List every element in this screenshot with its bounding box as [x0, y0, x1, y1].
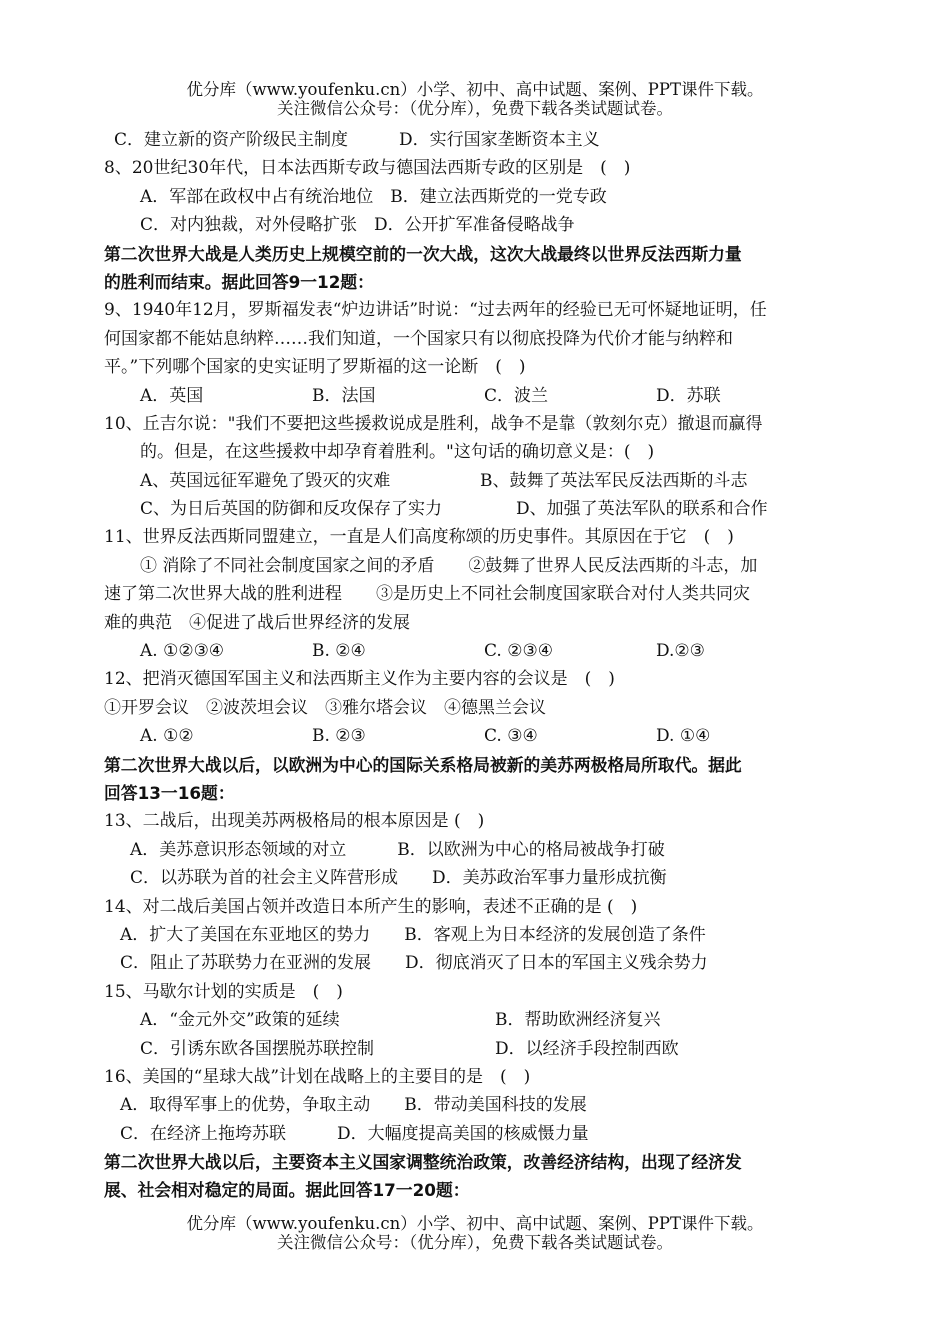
- q12-option-c: C. ③④: [484, 726, 538, 747]
- q12-stem: 12、把消灭德国军国主义和法西斯主义作为主要内容的会议是 ( ): [104, 669, 615, 690]
- q9-option-a: A．英国: [140, 385, 204, 406]
- q9-option-b: B．法国: [312, 385, 376, 406]
- q11-stem-line1: 11、世界反法西斯同盟建立，一直是人们高度称颂的历史事件。其原因在于它 ( ): [104, 527, 734, 548]
- q16-options-cd: C．在经济上拖垮苏联 D．大幅度提高美国的核威慑力量: [120, 1123, 589, 1144]
- q11-option-c: C. ②③④: [484, 641, 553, 662]
- section-heading-capitalism: 第二次世界大战以后，主要资本主义国家调整统治政策，改善经济结构，出现了经济发: [104, 1152, 742, 1173]
- q10-option-a: A、英国远征军避免了毁灭的灾难: [140, 470, 391, 491]
- header-line-2: 关注微信公众号：（优分库），免费下载各类试题试卷。: [277, 99, 673, 118]
- q11-stem-line3: 速了第二次世界大战的胜利进程 ③是历史上不同社会制度国家联合对付人类共同灾: [104, 584, 750, 605]
- q15-stem: 15、马歇尔计划的实质是 ( ): [104, 981, 343, 1002]
- q11-options: [104, 637, 850, 665]
- q9-option-d: D．苏联: [656, 385, 721, 406]
- q15-options-cd: [104, 1035, 850, 1063]
- document-body: [104, 126, 850, 1205]
- footer-line-2: 关注微信公众号：（优分库），免费下载各类试题试卷。: [277, 1233, 673, 1252]
- q9-stem-line3: 平。”下列哪个国家的史实证明了罗斯福的这一论断 ( ): [104, 357, 526, 378]
- q9-options: [104, 382, 850, 410]
- q12-options: [104, 722, 850, 750]
- q15-option-d: D．以经济手段控制西欧: [495, 1038, 679, 1059]
- section-heading-wwii-cont: 的胜利而结束。据此回答9一12题：: [104, 271, 374, 292]
- q10-option-b: B、鼓舞了英法军民反法西斯的斗志: [480, 470, 748, 491]
- q11-option-a: A. ①②③④: [140, 641, 225, 662]
- q13-options-ab: A．美苏意识形态领域的对立 B．以欧洲为中心的格局被战争打破: [130, 839, 665, 860]
- footer-line-1: 优分库（www.youfenku.cn）小学、初中、高中试题、案例、PPT课件下载。: [186, 1214, 764, 1233]
- q10-options-ab: [104, 467, 850, 495]
- q10-option-d: D、加强了英法军队的联系和合作: [516, 499, 768, 520]
- q12-option-d: D. ①④: [656, 726, 711, 747]
- page-footer: [0, 1214, 950, 1252]
- q14-options-cd: C．阻止了苏联势力在亚洲的发展 D．彻底消灭了日本的军国主义残余势力: [120, 953, 708, 974]
- q12-option-b: B. ②③: [312, 726, 366, 747]
- q9-stem-line1: 9、1940年12月，罗斯福发表“炉边讲话”时说：“过去两年的经验已无可怀疑地证明，任: [104, 300, 767, 321]
- section-heading-bipolar-cont: 回答13一16题：: [104, 782, 235, 803]
- q16-options-ab: A．取得军事上的优势，争取主动 B．带动美国科技的发展: [120, 1095, 587, 1116]
- q8-stem: 8、20世纪30年代，日本法西斯专政与德国法西斯专政的区别是 ( ): [104, 158, 631, 179]
- q10-stem-line2: 的。但是，在这些援救中却孕育着胜利。"这句话的确切意义是：( ): [140, 442, 655, 463]
- header-line-1: 优分库（www.youfenku.cn）小学、初中、高中试题、案例、PPT课件下载。: [186, 80, 764, 99]
- page-header: [0, 80, 950, 118]
- q7-options-cd: C．建立新的资产阶级民主制度 D．实行国家垄断资本主义: [114, 130, 600, 150]
- q10-option-c: C、为日后英国的防御和反攻保存了实力: [140, 499, 443, 520]
- q10-options-cd: [104, 495, 850, 523]
- section-heading-wwii: 第二次世界大战是人类历史上规模空前的一次大战，这次大战最终以世界反法西斯力量: [104, 243, 742, 264]
- q8-options-cd: C．对内独裁，对外侵略扩张 D．公开扩军准备侵略战争: [140, 215, 575, 236]
- q11-option-d: D.②③: [656, 641, 705, 662]
- q14-stem: 14、对二战后美国占领并改造日本所产生的影响，表述不正确的是 ( ): [104, 896, 638, 917]
- q15-option-c: C．引诱东欧各国摆脱苏联控制: [140, 1038, 375, 1059]
- q11-stem-line2: ① 消除了不同社会制度国家之间的矛盾 ②鼓舞了世界人民反法西斯的斗志，加: [140, 555, 758, 576]
- q12-option-a: A. ①②: [140, 726, 194, 747]
- q15-option-a: A．“金元外交”政策的延续: [140, 1010, 340, 1031]
- q15-options-ab: [104, 1006, 850, 1034]
- section-heading-capitalism-cont: 展、社会相对稳定的局面。据此回答17一20题：: [104, 1180, 470, 1201]
- q9-stem-line2: 何国家都不能姑息纳粹……我们知道，一个国家只有以彻底投降为代价才能与纳粹和: [104, 328, 733, 349]
- q10-stem-line1: 10、丘吉尔说："我们不要把这些援救说成是胜利，战争不是靠（敦刻尔克）撤退而赢得: [104, 413, 763, 434]
- q11-option-b: B. ②④: [312, 641, 366, 662]
- q13-stem: 13、二战后，出现美苏两极格局的根本原因是 ( ): [104, 811, 485, 832]
- q13-options-cd: C．以苏联为首的社会主义阵营形成 D．美苏政治军事力量形成抗衡: [130, 868, 667, 889]
- q12-items: ①开罗会议 ②波茨坦会议 ③雅尔塔会议 ④德黑兰会议: [104, 697, 546, 718]
- q15-option-b: B．帮助欧洲经济复兴: [495, 1010, 661, 1031]
- q16-stem: 16、美国的“星球大战”计划在战略上的主要目的是 ( ): [104, 1066, 531, 1087]
- q9-option-c: C．波兰: [484, 385, 549, 406]
- q11-stem-line4: 难的典范 ④促进了战后世界经济的发展: [104, 612, 410, 633]
- section-heading-bipolar: 第二次世界大战以后，以欧洲为中心的国际关系格局被新的美苏两极格局所取代。据此: [104, 754, 742, 775]
- q8-options-ab: A．军部在政权中占有统治地位 B．建立法西斯党的一党专政: [140, 186, 607, 207]
- q14-options-ab: A．扩大了美国在东亚地区的势力 B．客观上为日本经济的发展创造了条件: [120, 924, 706, 945]
